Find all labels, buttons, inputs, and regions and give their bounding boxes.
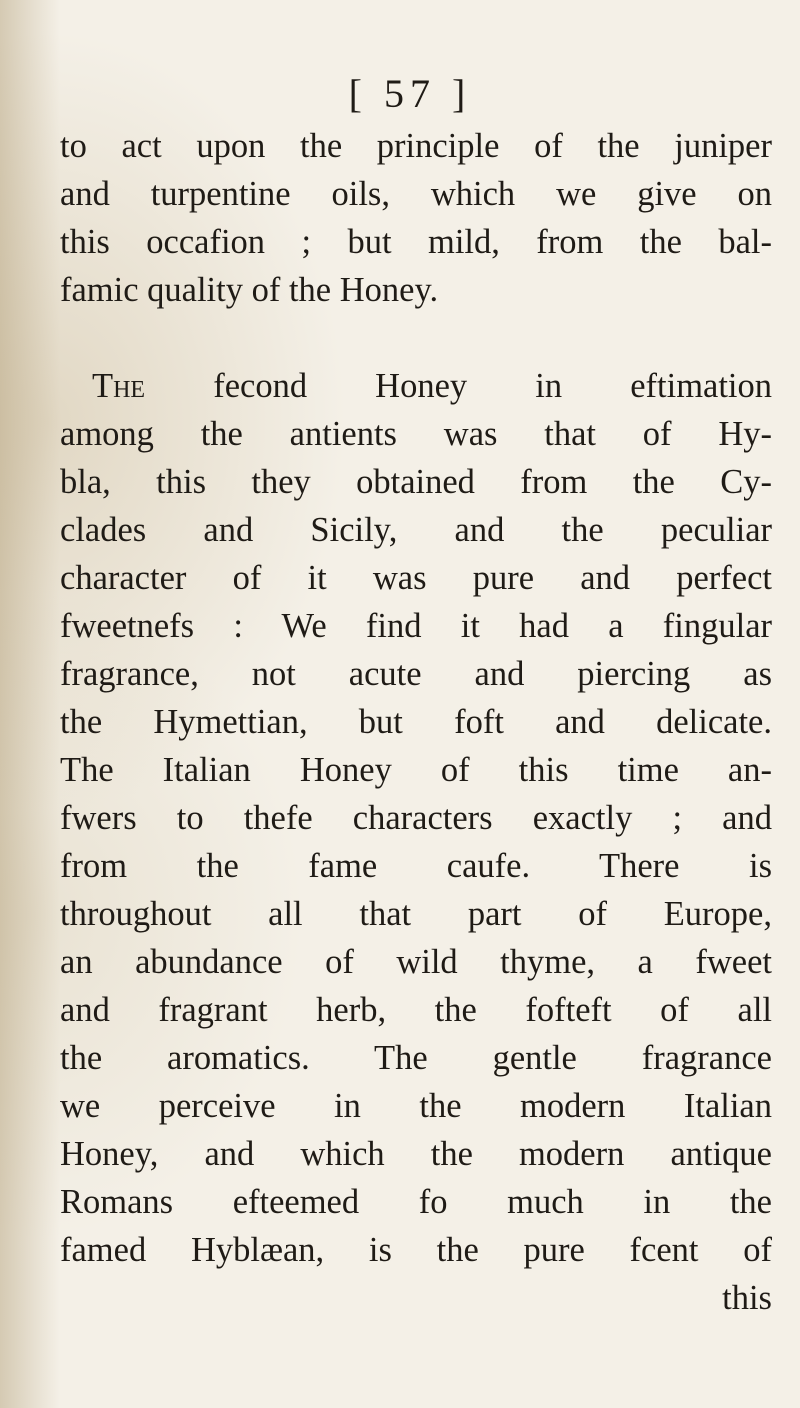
text-line: clades and Sicily, and the peculiar <box>60 511 772 549</box>
text-line: among the antients was that of Hy- <box>60 415 772 453</box>
text-line: we perceive in the modern Italian <box>60 1087 772 1125</box>
text-line: this occafion ; but mild, from the bal- <box>60 223 772 261</box>
text-line: bla, this they obtained from the Cy- <box>60 463 772 501</box>
text-line: the aromatics. The gentle fragrance <box>60 1039 772 1077</box>
text-line: Honey, and which the modern antique <box>60 1135 772 1173</box>
text-line: and fragrant herb, the fofteft of all <box>60 991 772 1029</box>
text-line: Romans efteemed fo much in the <box>60 1183 772 1221</box>
text-line: throughout all that part of Europe, <box>60 895 772 933</box>
text-line: from the fame caufe. There is <box>60 847 772 885</box>
text-line: character of it was pure and perfect <box>60 559 772 597</box>
text-line: and turpentine oils, which we give on <box>60 175 772 213</box>
text-line: fwers to thefe characters exactly ; and <box>60 799 772 837</box>
text-line: fweetnefs : We find it had a fingular <box>60 607 772 645</box>
catchword: this <box>722 1279 772 1317</box>
text-line: an abundance of wild thyme, a fweet <box>60 943 772 981</box>
text-line: famed Hyblæan, is the pure fcent of <box>60 1231 772 1269</box>
text-line: the Hymettian, but foft and delicate. <box>60 703 772 741</box>
page-body-text <box>60 122 772 1322</box>
text-line: to act upon the principle of the juniper <box>60 127 772 165</box>
opening-line-rest: fecond Honey in eftimation <box>213 367 773 405</box>
opening-word: The <box>92 367 146 405</box>
text-line: fragrance, not acute and piercing as <box>60 655 772 693</box>
text-line: famic quality of the Honey. <box>60 271 439 309</box>
text-line: The Italian Honey of this time an- <box>60 751 772 789</box>
paragraph-opening-line <box>60 362 772 410</box>
page-edge-stain <box>0 0 60 1408</box>
page-number-header: [ 57 ] <box>348 71 472 116</box>
paragraph-gap <box>60 314 772 362</box>
